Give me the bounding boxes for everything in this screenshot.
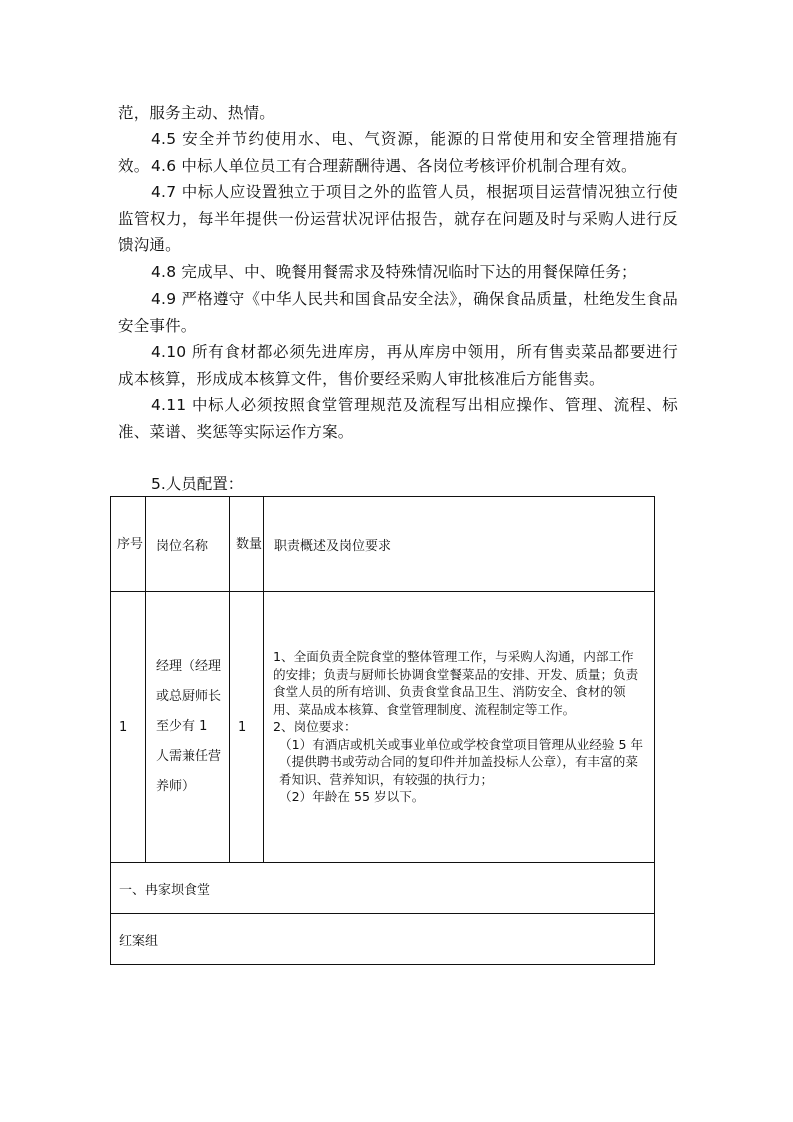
section-heading: 5.人员配置： bbox=[151, 475, 244, 493]
duty-line: 2、岗位要求： bbox=[273, 719, 357, 735]
group-row bbox=[111, 863, 655, 914]
group-row-team: 红案组 bbox=[111, 914, 655, 965]
staffing-table bbox=[110, 496, 655, 965]
group-row bbox=[111, 914, 655, 965]
duty-line: （1）有酒店或机关或事业单位或学校食堂项目管理从业经验 5 年（提供聘书或劳动合同的复印件并加盖投标人公章），有丰富的菜肴知识、营养知识，有较强的执行力； bbox=[279, 736, 644, 787]
paragraph-4-7: 4.7 中标人应设置独立于项目之外的监管人员，根据项目运营情况独立行使监管权力，每半年提供一份运营状况评估报告，就存在问题及时与采购人进行反馈沟通。 bbox=[118, 183, 678, 254]
duty-line: 1、全面负责全院食堂的整体管理工作，与采购人沟通，内部工作的安排；负责与厨师长协调食堂餐菜品的安排、开发、质量；负责食堂人员的所有培训、负责食堂食品卫生、消防安全、食材的领用、菜品成本核算、食堂管理制度、流程制定等工作。 bbox=[273, 649, 639, 717]
header-position: 岗位名称 bbox=[146, 497, 230, 592]
paragraph-4-6: 4.6 中标人单位员工有合理薪酬待遇、各岗位考核评价机制合理有效。 bbox=[151, 157, 637, 175]
header-quantity: 数量 bbox=[230, 497, 264, 592]
header-duties: 职责概述及岗位要求 bbox=[264, 497, 655, 592]
group-row-canteen: 一、冉家坝食堂 bbox=[111, 863, 655, 914]
header-seq: 序号 bbox=[111, 497, 146, 592]
paragraph-continuation: 范，服务主动、热情。 bbox=[118, 104, 276, 122]
paragraph-4-9: 4.9 严格遵守《中华人民共和国食品安全法》，确保食品质量，杜绝发生食品安全事件。 bbox=[118, 290, 678, 335]
paragraph-4-10: 4.10 所有食材都必须先进库房，再从库房中领用，所有售卖菜品都要进行成本核算，形成成本核算文件，售价要经采购人审批核准后方能售卖。 bbox=[118, 343, 678, 388]
paragraph-4-5: 4.5 安全并节约使用水、电、气资源，能源的日常使用和安全管理措施有效。 bbox=[118, 130, 678, 175]
row-duties bbox=[264, 592, 655, 863]
paragraph-4-8: 4.8 完成早、中、晚餐用餐需求及特殊情况临时下达的用餐保障任务； bbox=[151, 263, 637, 281]
row-quantity: 1 bbox=[230, 592, 264, 863]
row-seq: 1 bbox=[111, 592, 146, 863]
row-position: 经理（经理或总厨师长至少有 1 人需兼任营养师） bbox=[146, 592, 230, 863]
table-row bbox=[111, 592, 655, 863]
table-header-row bbox=[111, 497, 655, 592]
paragraph-4-11: 4.11 中标人必须按照食堂管理规范及流程写出相应操作、管理、流程、标准、菜谱、奖惩等实际运作方案。 bbox=[118, 396, 678, 441]
duty-line: （2）年龄在 55 岁以下。 bbox=[279, 789, 425, 805]
